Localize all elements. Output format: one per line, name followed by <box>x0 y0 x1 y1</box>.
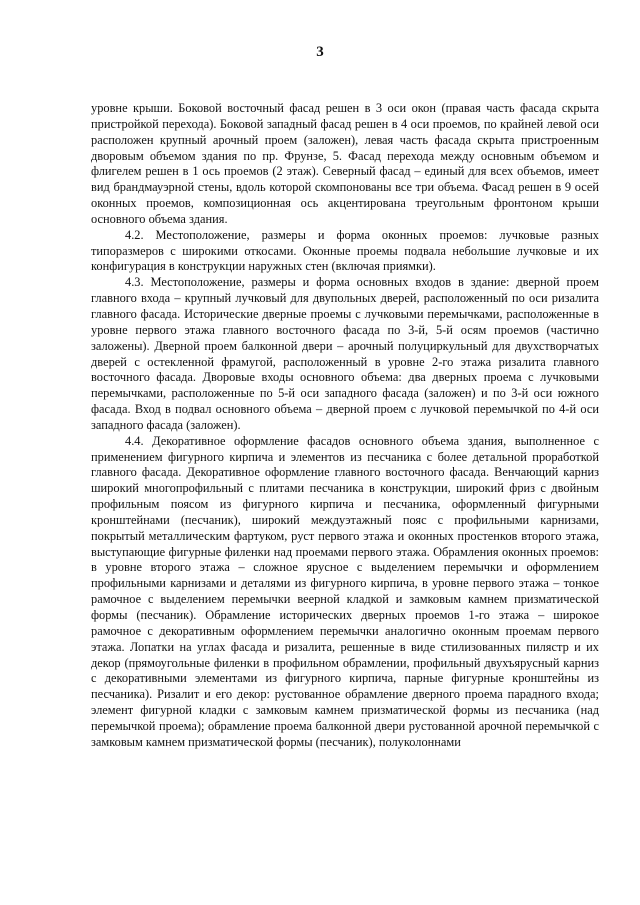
paragraph-4-3: 4.3. Местоположение, размеры и форма основных входов в здание: дверной проем главного входа – крупный лучковый для двупольных дверей, расположенный по оси ризалита главного фасада. Исторические дверные проемы с лучковыми перемычками, расположенные в уровне первого этажа главного восточного фасада по 3-й, 5-й осям проемов (частично заложены). Дверной проем балконной двери – арочный полуциркульный для двухстворчатых дверей с остекленной фрамугой, расположенный в уровне 2-го этажа ризалита главного восточного фасада. Дворовые входы основного объема: два дверных проема с лучковыми перемычками, расположенные по 5-й оси западного фасада (заложен) и по 3-й оси южного фасада. Вход в подвал основного объема – дверной проем с лучковой перемычкой по 4-й оси западного фасада (заложен). <box>91 275 599 432</box>
paragraph-continuation: уровне крыши. Боковой восточный фасад решен в 3 оси окон (правая часть фасада скрыта пристройкой перехода). Боковой западный фасад решен в 4 оси проемов, по крайней левой оси расположен крупный арочный проем (заложен), левая часть фасада скрыта пристроенным дворовым объемом здания по пр. Фрунзе, 5. Фасад перехода между основным объемом и флигелем решен в 1 ось проемов (2 этаж). Северный фасад – единый для всех объемов, имеет вид брандмауэрной стены, вдоль которой скомпонованы все три объема. Фасад решен в 9 осей оконных проемов, композиционная ось акцентирована треугольным фронтоном крыши основного объема здания. <box>91 101 599 226</box>
body-text <box>91 101 599 751</box>
paragraph-4-4: 4.4. Декоративное оформление фасадов основного объема здания, выполненное с применением фигурного кирпича и элементов из песчаника с более детальной проработкой главного фасада. Декоративное оформление главного восточного фасада. Венчающий карниз широкий многопрофильный с плитами песчаника в конструкции, широкий фриз с двойным профильным поясом из фигурного кирпича и песчаника, оформленный фигурными кронштейнами (песчаник), широкий междуэтажный пояс с профильными карнизами, покрытый металлическим фартуком, руст первого этажа и оконных простенков второго этажа, выступающие фигурные филенки над проемами первого этажа. Обрамления оконных проемов: в уровне второго этажа – сложное ярусное с выделением перемычки и оформлением профильными карнизами и деталями из фигурного кирпича, в уровне первого этажа – тонкое рамочное с выделением перемычки веерной кладкой и замковым камнем призматической формы (песчаник). Обрамление исторических дверных проемов 1-го этажа – широкое рамочное с декоративным оформлением перемычки аналогично оконным проемам первого этажа. Лопатки на углах фасада и ризалита, решенные в виде стилизованных пилястр и их декор (прямоугольные филенки в профильном обрамлении, профильный двухъярусный карниз с декоративными элементами из фигурного кирпича, парные фигурные кронштейны из песчаника). Ризалит и его декор: рустованное обрамление дверного проема парадного входа; элемент фигурной кладки с замковым камнем призматической формы из песчаника (над перемычкой проема); обрамление проема балконной двери рустованной арочной перемычкой с замковым камнем призматической формы (песчаник), полуколоннами <box>91 433 599 749</box>
page-number: 3 <box>316 44 324 60</box>
paragraph-4-2: 4.2. Местоположение, размеры и форма оконных проемов: лучковые разных типоразмеров с широкими откосами. Оконные проемы подвала небольшие лучковые и их конфигурация в конструкции наружных стен (включая приямки). <box>91 227 599 274</box>
